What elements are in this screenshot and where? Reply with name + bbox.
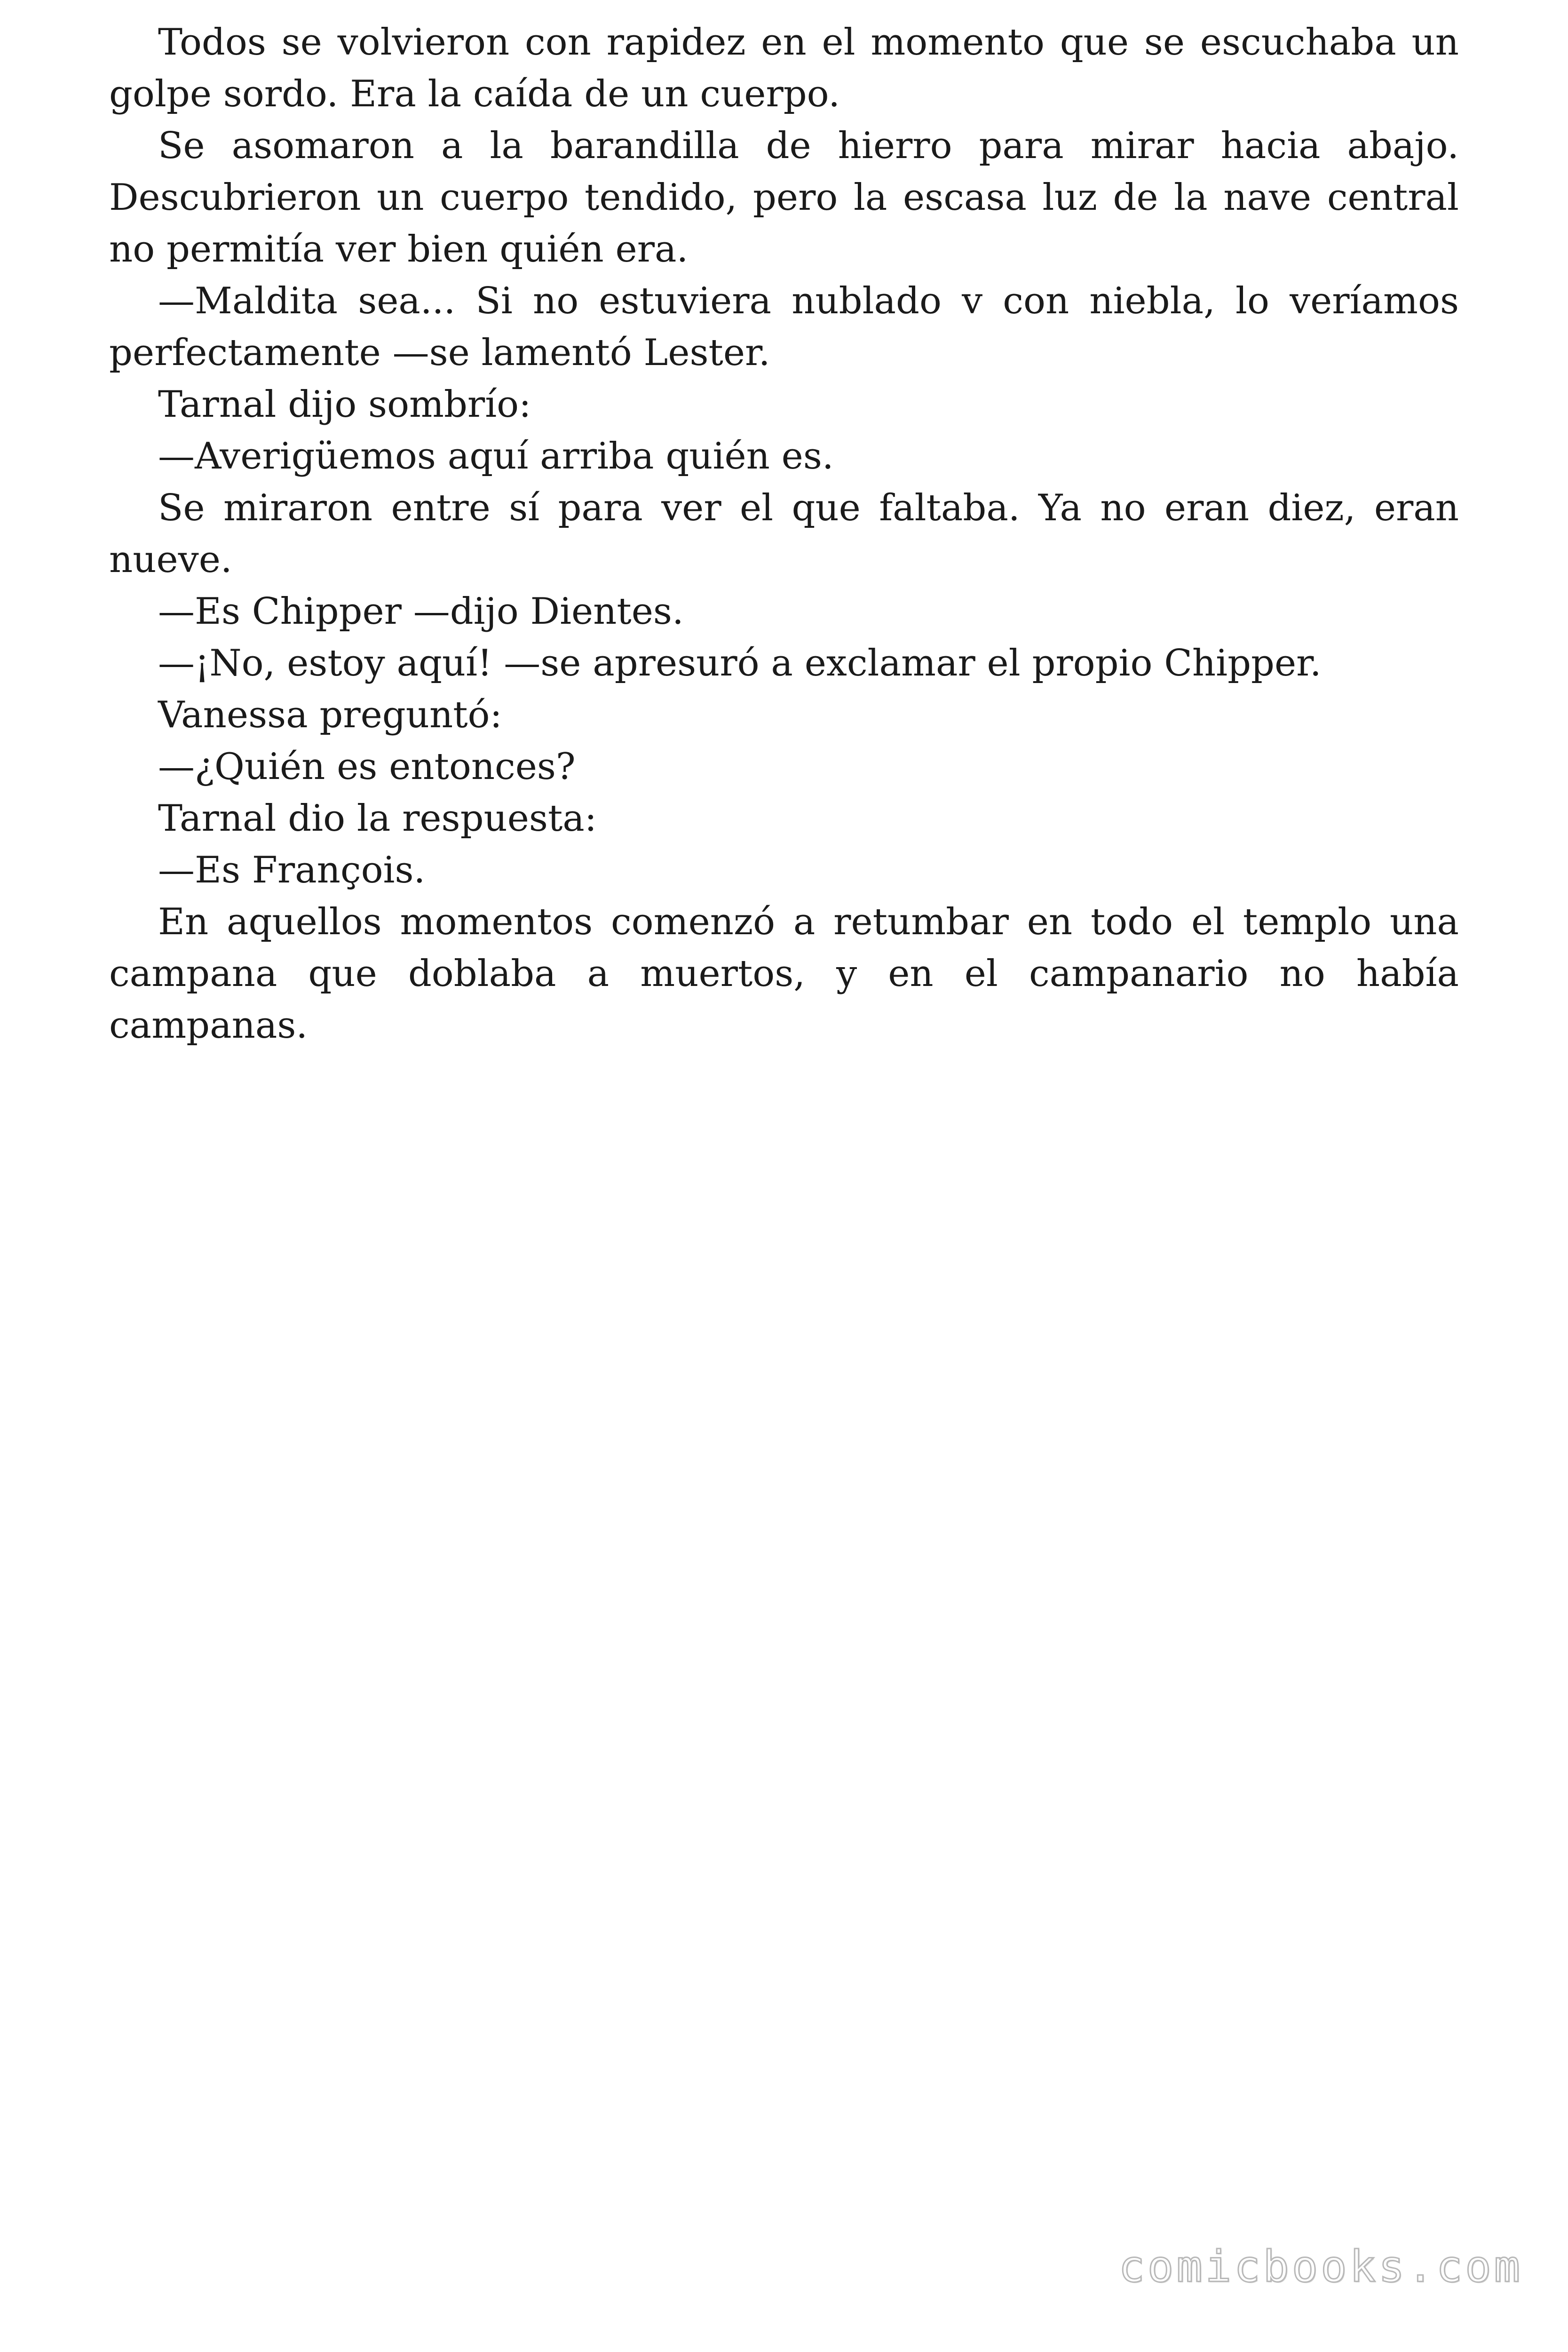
paragraph: —Es Chipper —dijo Dientes. — [158, 590, 684, 633]
paragraph: Todos se volvieron con rapidez en el momento que se escuchaba un golpe sordo. Era la caída de un cuerpo. — [109, 21, 1459, 115]
paragraph: —Averigüemos aquí arriba quién es. — [158, 435, 834, 477]
paragraph: —Maldita sea... Si no estuviera nublado v con niebla, lo veríamos perfectamente —se lamentó Lester. — [109, 280, 1459, 374]
paragraph: —Es François. — [158, 849, 426, 891]
paragraph: —¿Quién es entonces? — [158, 746, 576, 788]
paragraph: En aquellos momentos comenzó a retumbar en todo el templo una campana que doblaba a muertos, y en el campanario no había campanas. — [109, 901, 1459, 1047]
watermark-logo: comicbooks.com — [1118, 2241, 1523, 2292]
paragraph: Tarnal dio la respuesta: — [158, 797, 597, 840]
paragraph: —¡No, estoy aquí! —se apresuró a exclamar el propio Chipper. — [158, 642, 1322, 684]
paragraph: Tarnal dijo sombrío: — [158, 383, 531, 426]
paragraph: Se asomaron a la barandilla de hierro para mirar hacia abajo. Descubrieron un cuerpo tendido, pero la escasa luz de la nave central no permitía ver bien quién era. — [109, 125, 1459, 270]
paragraph: Vanessa preguntó: — [158, 694, 502, 736]
document-body — [109, 16, 1459, 1051]
paragraph: Se miraron entre sí para ver el que faltaba. Ya no eran diez, eran nueve. — [109, 487, 1459, 581]
